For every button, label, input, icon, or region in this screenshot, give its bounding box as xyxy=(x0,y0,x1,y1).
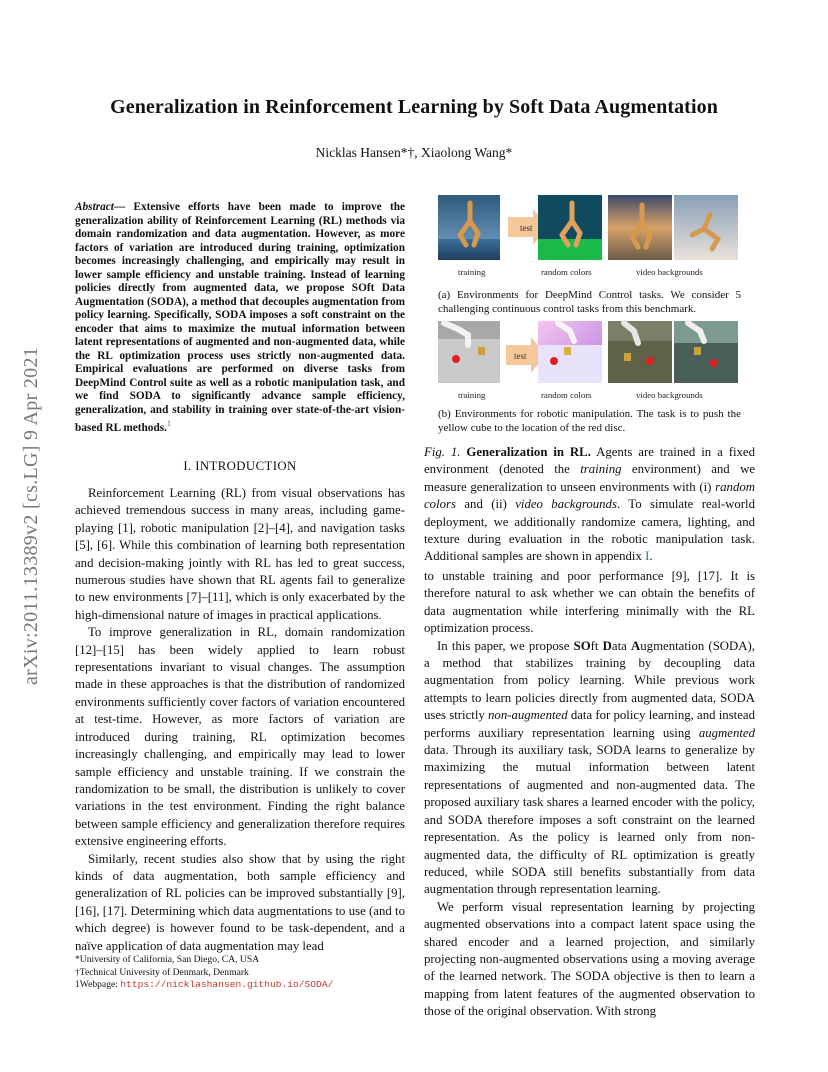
dmc-training-thumbnail xyxy=(438,195,500,260)
abstract-text: — Extensive efforts have been made to improve the generalization ability of Reinforcement Learning (RL) methods via domain randomization and data augmentation. However, as more factors of variation are introduced during training, optimization becomes increasingly challenging, and empirically may result in lower sample efficiency and unstable training. Instead of learning policies directly from augmented data, we propose SOft Data Augmentation (SODA), a method that decouples augmentation from policy learning. Specifically, SODA imposes a soft constraint on the encoder that aims to maximize the mutual information between latent representations of augmented and non-augmented data, while the RL optimization process uses strictly non-augmented data. Empirical evaluations are performed on diverse tasks from DeepMind Control suite as well as a robotic manipulation task, and we find SODA to significantly advance sample efficiency, generalization, and stability in training over state-of-the-art vision-based RL methods. xyxy=(75,201,405,434)
robot-random-colors-thumbnail xyxy=(538,321,602,383)
robot-video-bg-thumbnail-2 xyxy=(674,321,738,383)
dmc-video-bg-thumbnail-1 xyxy=(608,195,672,260)
section-heading-introduction: I. INTRODUCTION xyxy=(183,459,297,473)
footnote-webpage: 1Webpage: https://nicklashansen.github.io/SODA/ xyxy=(75,979,334,990)
caption-bold: Generalization in RL. xyxy=(466,445,591,459)
paragraph: to unstable training and poor performance [9], [17]. It is therefore natural to ask whether we can obtain the benefits of data augmentation while interfering minimally with the RL optimization process. xyxy=(424,569,755,636)
paragraph: Similarly, recent studies also show that by using the right kinds of data augmentation, both sample efficiency and generalization of RL policies can be improved substantially [9], [16], [17]. Determining which data augmentations to use (and to which degree) is however found to be task-dependent, and a naïve application of data augmentation may lead xyxy=(75,851,405,953)
figure-caption: Fig. 1. Generalization in RL. Agents are trained in a fixed environment (denoted the training environment) and we measure generalization to unseen environments with (i) random colors and (ii) video backgrounds. To simulate real-world deployment, we additionally randomize camera, lighting, and texture during evaluation in the robotic manipulation task. Additional samples are shown in appendix I. xyxy=(424,445,755,564)
label-video-bg-a: video backgrounds xyxy=(636,267,703,277)
arxiv-identifier: arXiv:2011.13389v2 [cs.LG] 9 Apr 2021 xyxy=(20,346,42,686)
caption-lead: Fig. 1. xyxy=(424,445,461,459)
paragraph: We perform visual representation learning by projecting augmented observations into a compact latent space using the shared encoder and a learned projection, and similarly projecting non-augmented observations using a moving average of the learned network. The SODA objective is then to learn a mapping from latent features of the augmented observation to those of the original observation. With strong xyxy=(424,899,755,1019)
svg-text:test: test xyxy=(514,351,527,361)
right-column-body xyxy=(424,568,755,1021)
arrow-label: test xyxy=(520,223,533,233)
footnote-dtu: †Technical University of Denmark, Denmark xyxy=(75,966,249,978)
abstract-lead: Abstract xyxy=(75,201,114,213)
paragraph: Reinforcement Learning (RL) from visual observations has achieved tremendous success in many areas, including game-playing [1], robotic manipulation [2]–[4], and navigation tasks [5], [6]. While this combination of learning both representation and decision-making jointly with RL has led to great success, numerous studies have shown that RL agents fail to generalize to new environments [7]–[11], which is only exacerbated by the high-dimensional nature of images in practical applications. xyxy=(75,486,405,622)
abstract-footnote-mark[interactable]: 1 xyxy=(166,419,171,428)
authors: Nicklas Hansen*†, Xiaolong Wang* xyxy=(315,145,513,160)
label-random-colors-a: random colors xyxy=(541,267,592,277)
label-video-bg-b: video backgrounds xyxy=(636,390,703,400)
paragraph: To improve generalization in RL, domain randomization [12]–[15] has been widely applied to learn robust representations invariant to visual changes. The assumption made in these approaches is that the distribution of randomized environments sufficiently cover factors of variation encountered at test-time. However, as more factors of variation are introduced during training, RL optimization becomes increasingly challenging, and empirically may lead to lower sample efficiency and unstable training. If we constrain the randomization to be small, the distribution is unlikely to cover variations in the test environment. Finding the right balance between sample efficiency and generalization therefore requires extensive engineering efforts. xyxy=(75,625,405,849)
abstract xyxy=(75,201,405,435)
robot-video-bg-thumbnail-1 xyxy=(608,321,672,383)
footnotes xyxy=(75,954,405,992)
subcaption-a: (a) Environments for DeepMind Control tasks. We consider 5 challenging continuous control tasks from this benchmark. xyxy=(438,289,741,315)
appendix-link[interactable]: I xyxy=(645,549,650,564)
subcaption-b: (b) Environments for robotic manipulation. The task is to push the yellow cube to the location of the red disc. xyxy=(438,408,741,434)
dmc-video-bg-thumbnail-2 xyxy=(674,195,738,260)
webpage-link[interactable]: https://nicklashansen.github.io/SODA/ xyxy=(120,979,334,990)
paper-title: Generalization in Reinforcement Learning by Soft Data Augmentation xyxy=(110,96,718,118)
dmc-random-colors-thumbnail xyxy=(538,195,602,260)
label-training-b: training xyxy=(458,390,486,400)
paragraph: In this paper, we propose SOft Data Augmentation (SODA), a method that stabilizes training by decoupling data augmentation from policy learning. While previous work attempts to learn policies directly from augmented data, SODA uses strictly non-augmented data for policy learning, and instead performs auxiliary representation learning using augmented data. Through its auxiliary task, SODA learns to generalize by maximizing the mutual information between latent representations of augmented and non-augmented data. The proposed auxiliary task shares a learned encoder with the policy, and SODA therefore imposes a soft constraint on the learned representation. As the policy is learned only from non-augmented data, the difficulty of RL optimization is greatly reduced, while SODA still benefits substantially from data augmentation through representation learning. xyxy=(424,638,755,897)
left-column-body xyxy=(75,485,405,955)
label-training-a: training xyxy=(458,267,486,277)
robot-training-thumbnail xyxy=(438,321,500,383)
footnote-ucsd: *University of California, San Diego, CA, USA xyxy=(75,954,260,965)
label-random-colors-b: random colors xyxy=(541,390,592,400)
